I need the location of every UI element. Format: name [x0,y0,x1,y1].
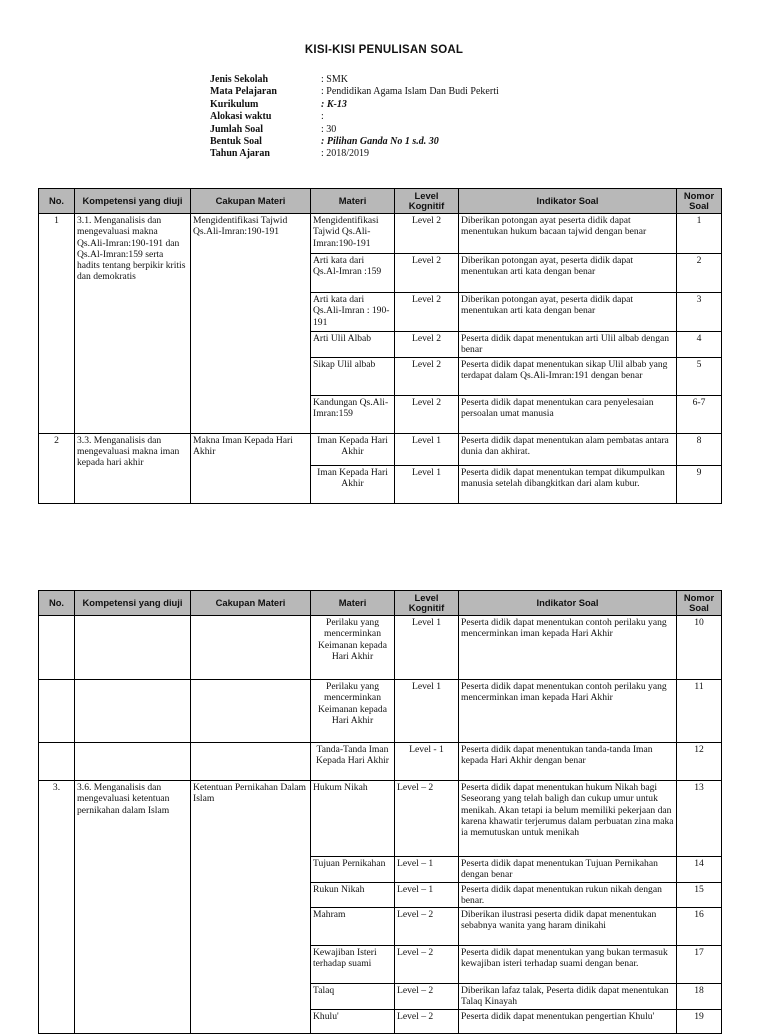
cell-level: Level 1 [395,465,459,503]
cell-level: Level 2 [395,214,459,254]
cell-level: Level – 2 [395,908,459,946]
cell-materi: Rukun Nikah [311,882,395,908]
cell-kompetensi: 3.6. Menganalisis dan mengevaluasi ketentuan pernikahan dalam Islam [75,781,191,1034]
header-level: Level Kognitif [395,189,459,214]
cell-no [39,680,75,743]
cell-indikator: Peserta didik dapat menentukan rukun nikah dengan benar. [459,882,677,908]
document-title: KISI-KISI PENULISAN SOAL [304,44,464,56]
info-label: Mata Pelajaran [210,86,277,98]
header-level: Level Kognitif [395,591,459,616]
kisi-kisi-table-1 [38,188,722,504]
table-row [39,616,722,680]
cell-nomor: 15 [677,882,722,908]
cell-indikator: Peserta didik dapat menentukan pengertian Khulu' [459,1009,677,1033]
cell-level: Level – 2 [395,781,459,857]
cell-level: Level 1 [395,680,459,743]
cell-indikator: Peserta didik dapat menentukan hukum Nikah bagi Seseorang yang telah baligh dan cukup umur untuk menikah. Akan tetapi ia belum memiliki pekerjaan dan karena khawatir terjerumus dalam perbuatan zina maka ia memutuskan untuk menikah [459,781,677,857]
cell-nomor: 11 [677,680,722,743]
cell-level: Level – 2 [395,1009,459,1033]
info-label: Jumlah Soal [210,123,264,135]
cell-materi: Khulu' [311,1009,395,1033]
table-header-row [39,591,722,616]
info-value: : Pendidikan Agama Islam Dan Budi Pekerti [321,86,499,98]
cell-cakupan [191,616,311,680]
cell-level: Level – 1 [395,857,459,883]
cell-indikator: Peserta didik dapat menentukan sikap Ulil albab yang terdapat dalam Qs.Ali-Imran:191 dengan benar [459,357,677,395]
cell-no [39,743,75,781]
cell-materi: Arti Ulil Albab [311,332,395,358]
header-materi: Materi [311,591,395,616]
cell-indikator: Peserta didik dapat menentukan contoh perilaku yang mencerminkan iman kepada Hari Akhir [459,680,677,743]
info-label: Tahun Ajaran [210,148,270,160]
cell-nomor: 10 [677,616,722,680]
cell-materi: Tanda-Tanda Iman Kepada Hari Akhir [311,743,395,781]
info-row [210,124,499,136]
table-row [39,680,722,743]
info-label: Alokasi waktu [210,111,272,123]
cell-level: Level 2 [395,293,459,332]
cell-nomor: 8 [677,433,722,465]
cell-indikator: Diberikan ilustrasi peserta didik dapat menentukan sebabnya wanita yang haram dinikahi [459,908,677,946]
cell-nomor: 4 [677,332,722,358]
header-no: No. [39,189,75,214]
cell-materi: Kandungan Qs.Ali-Imran:159 [311,395,395,433]
cell-kompetensi [75,743,191,781]
cell-materi: Hukum Nikah [311,781,395,857]
header-nomor: Nomor Soal [677,189,722,214]
cell-kompetensi [75,616,191,680]
table-row [39,743,722,781]
cell-materi: Perilaku yang mencerminkan Keimanan kepada Hari Akhir [311,680,395,743]
cell-level: Level 2 [395,254,459,293]
cell-cakupan: Makna Iman Kepada Hari Akhir [191,433,311,503]
cell-nomor: 1 [677,214,722,254]
cell-materi: Perilaku yang mencerminkan Keimanan kepada Hari Akhir [311,616,395,680]
cell-level: Level – 1 [395,882,459,908]
cell-indikator: Diberikan potongan ayat, peserta didik dapat menentukan arti kata dengan benar [459,293,677,332]
header-kompetensi: Kompetensi yang diuji [75,591,191,616]
cell-materi: Talaq [311,984,395,1010]
cell-materi: Arti kata dari Qs.Ali-Imran : 190-191 [311,293,395,332]
table-header-row [39,189,722,214]
document-info [210,74,499,161]
cell-materi: Kewajiban Isteri terhadap suami [311,946,395,984]
cell-nomor: 19 [677,1009,722,1033]
cell-level: Level 2 [395,395,459,433]
header-indikator: Indikator Soal [459,591,677,616]
cell-level: Level – 2 [395,946,459,984]
cell-materi: Arti kata dari Qs.Al-Imran :159 [311,254,395,293]
header-indikator: Indikator Soal [459,189,677,214]
table-row [39,214,722,254]
info-value: : SMK [321,74,348,85]
header-cakupan: Cakupan Materi [191,591,311,616]
cell-cakupan: Mengidentifikasi Tajwid Qs.Ali-Imran:190-191 [191,214,311,434]
info-value: : [321,111,324,123]
header-kompetensi: Kompetensi yang diuji [75,189,191,214]
cell-level: Level - 1 [395,743,459,781]
info-row [210,99,499,111]
table-row [39,433,722,465]
cell-level: Level 1 [395,616,459,680]
cell-kompetensi [75,680,191,743]
cell-indikator: Peserta didik dapat menentukan Tujuan Pernikahan dengan benar [459,857,677,883]
cell-materi: Sikap Ulil albab [311,357,395,395]
cell-no: 3. [39,781,75,1034]
cell-indikator: Peserta didik dapat menentukan cara penyelesaian persoalan umat manusia [459,395,677,433]
info-row [210,86,499,98]
info-value: : 30 [321,123,337,135]
cell-cakupan [191,743,311,781]
cell-materi: Iman Kepada Hari Akhir [311,433,395,465]
cell-nomor: 5 [677,357,722,395]
cell-cakupan [191,680,311,743]
cell-nomor: 18 [677,984,722,1010]
cell-level: Level – 2 [395,984,459,1010]
cell-materi: Mahram [311,908,395,946]
cell-nomor: 6-7 [677,395,722,433]
info-label: Kurikulum [210,98,259,110]
cell-materi: Iman Kepada Hari Akhir [311,465,395,503]
cell-indikator: Peserta didik dapat menentukan alam pembatas antara dunia dan akhirat. [459,433,677,465]
header-nomor: Nomor Soal [677,591,722,616]
info-value: : Pilihan Ganda No 1 s.d. 30 [321,136,439,148]
header-materi: Materi [311,189,395,214]
cell-no: 1 [39,214,75,434]
cell-nomor: 14 [677,857,722,883]
cell-nomor: 3 [677,293,722,332]
info-label: Bentuk Soal [210,136,262,148]
info-value: : 2018/2019 [321,148,370,160]
cell-level: Level 2 [395,357,459,395]
cell-indikator: Peserta didik dapat menentukan tanda-tanda Iman kepada Hari Akhir dengan benar [459,743,677,781]
header-no: No. [39,591,75,616]
cell-indikator: Peserta didik dapat menentukan arti Ulil albab dengan benar [459,332,677,358]
cell-materi: Mengidentifikasi Tajwid Qs.Ali-Imran:190-191 [311,214,395,254]
cell-no: 2 [39,433,75,503]
cell-nomor: 16 [677,908,722,946]
info-value: : K-13 [321,98,347,110]
cell-level: Level 2 [395,332,459,358]
cell-nomor: 9 [677,465,722,503]
cell-nomor: 2 [677,254,722,293]
cell-indikator: Peserta didik dapat menentukan yang bukan termasuk kewajiban isteri terhadap suami dengan benar. [459,946,677,984]
cell-nomor: 17 [677,946,722,984]
cell-level: Level 1 [395,433,459,465]
info-label: Jenis Sekolah [210,74,269,85]
cell-indikator: Peserta didik dapat menentukan tempat dikumpulkan manusia setelah dibangkitkan dari alam kubur. [459,465,677,503]
info-row [210,148,499,160]
cell-cakupan: Ketentuan Pernikahan Dalam Islam [191,781,311,1034]
cell-indikator: Diberikan potongan ayat, peserta didik dapat menentukan arti kata dengan benar [459,254,677,293]
header-cakupan: Cakupan Materi [191,189,311,214]
cell-no [39,616,75,680]
cell-materi: Tujuan Pernikahan [311,857,395,883]
info-row [210,136,499,148]
info-row [210,111,499,123]
cell-kompetensi: 3.3. Menganalisis dan mengevaluasi makna iman kepada hari akhir [75,433,191,503]
cell-nomor: 12 [677,743,722,781]
cell-indikator: Diberikan lafaz talak, Peserta didik dapat menentukan Talaq Kinayah [459,984,677,1010]
cell-indikator: Diberikan potongan ayat peserta didik dapat menentukan hukum bacaan tajwid dengan benar [459,214,677,254]
kisi-kisi-table-2 [38,590,722,1034]
cell-nomor: 13 [677,781,722,857]
cell-indikator: Peserta didik dapat menentukan contoh perilaku yang mencerminkan iman kepada Hari Akhir [459,616,677,680]
info-row [210,74,499,86]
cell-kompetensi: 3.1. Menganalisis dan mengevaluasi makna Qs.Ali-Imran:190-191 dan Qs.Al-Imran:159 serta hadits tentang berpikir kritis dan demokratis [75,214,191,434]
table-row [39,781,722,857]
